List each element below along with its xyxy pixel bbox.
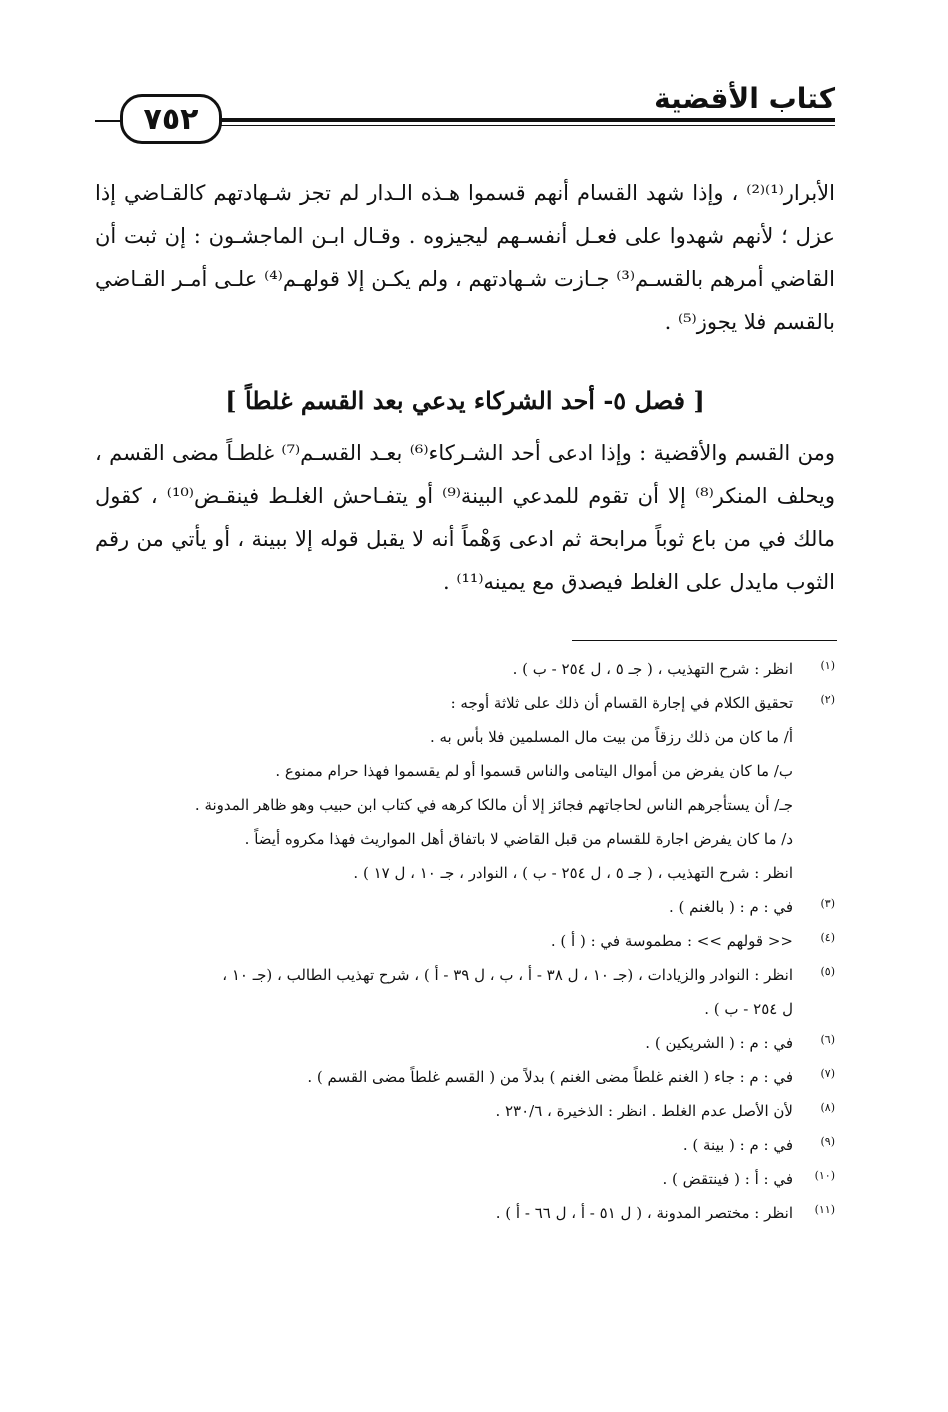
footnote-text: في : م : جاء ( الغنم غلطاً مضى الغنم ) بدلاً من ( القسم غلطاً مضى القسم ) . [307,1068,793,1086]
running-title: كتاب الأقضية [654,82,835,115]
footnote-number: (٥) [820,965,835,978]
footnote-5 [90,958,835,992]
footnote-number: (٧) [820,1067,835,1080]
page-number: ٧٥٢ [120,94,222,144]
footnote-number: (٩) [820,1135,835,1148]
footnotes [90,652,835,1230]
footnote-separator [572,640,837,641]
footnote-text: << قولهم >> : مطموسة في : ( أ ) . [550,932,793,950]
footnote-7 [90,1060,835,1094]
footnote-text: في : م : ( بالغنم ) . [669,898,793,916]
footnote-2 [90,686,835,890]
footnote-text: في : أ : ( فينتقض ) . [662,1170,793,1188]
footnote-number: (٨) [820,1101,835,1114]
footnote-4 [90,924,835,958]
footnote-number: (٣) [820,897,835,910]
header-rule [205,118,835,126]
footnote-text: د/ ما كان يفرض اجارة للقسام من قبل القاضي لا باتفاق أهل المواريث فهذا مكروه أيضاً . [244,830,793,848]
footnote-number: (٢) [820,693,835,706]
footnote-number: (٤) [820,931,835,944]
footnote-text: في : م : ( الشريكين ) . [645,1034,793,1052]
section-heading: [ فصل ٥- أحد الشركاء يدعي بعد القسم غلطاً ] [225,386,705,415]
footnote-8 [90,1094,835,1128]
page-header [95,80,835,160]
footnote-text: انظر : شرح التهذيب ، ( جـ ٥ ، ل ٢٥٤ - ب ) . [512,660,793,678]
footnote-text: انظر : مختصر المدونة ، ( ل ٥١ - أ ، ل ٦٦ - أ ) . [495,1204,793,1222]
footnote-text: تحقيق الكلام في إجارة القسام أن ذلك على ثلاثة أوجه : [450,694,793,712]
footnote-text: ب/ ما كان يفرض من أموال اليتامى والناس قسموا أو لم يقسموا فهذا حرام ممنوع . [275,762,793,780]
footnote-text: لأن الأصل عدم الغلط . انظر : الذخيرة ، ٢٣٠/٦ . [495,1102,793,1120]
footnote-9 [90,1128,835,1162]
footnote-1 [90,652,835,686]
main-text [95,172,835,344]
footnote-text: انظر : النوادر والزيادات ، (جـ ١٠ ، ل ٣٨ - أ ، ب ، ل ٣٩ - أ ) ، شرح تهذيب الطالب ، (جـ ١٠ ، [222,966,793,984]
footnote-text: جـ/ أن يستأجرهم الناس لحاجاتهم فجائز إلا أن مالكا كرهه في كتاب ابن حبيب وهو ظاهر المدونة . [194,796,793,814]
footnote-number: (١١) [814,1203,835,1216]
section-text [95,432,835,604]
footnote-text: في : م : ( بينة ) . [682,1136,793,1154]
main-paragraph: الأبرار⁽¹⁾⁽²⁾ ، وإذا شهد القسام أنهم قسموا هـذه الـدار لم تجز شـهادتهم كالقـاضي إذا عزل ؛ لأنهم شهدوا على فعـل أنفسـهم ليجيزوه . وقـال ابـن الماجشـون : إن ثبت أن القاضي أمرهم بالقسـم⁽³⁾ جـازت شـهادتهم ، ولم يكـن إلا قولهـم⁽⁴⁾ علـى أمـر القـاضي بالقسم فلا يجوز⁽⁵⁾ . [95,181,835,334]
footnote-number: (١) [820,659,835,672]
footnote-10 [90,1162,835,1196]
footnote-number: (٦) [820,1033,835,1046]
footnote-5-continuation: ل ٢٥٤ - ب ) . [704,1000,793,1018]
footnote-6 [90,1026,835,1060]
footnote-text: انظر : شرح التهذيب ، ( جـ ٥ ، ل ٢٥٤ - ب ) ، النوادر ، جـ ١٠ ، ل ١٧ ) . [353,864,793,882]
footnote-3 [90,890,835,924]
footnote-number: (١٠) [814,1169,835,1182]
footnote-text: أ/ ما كان من ذلك رزقاً من بيت مال المسلمين فلا بأس به . [429,728,793,746]
footnote-11 [90,1196,835,1230]
section-paragraph: ومن القسم والأقضية : وإذا ادعى أحد الشـركاء⁽⁶⁾ بعـد القسـم⁽⁷⁾ غلطـاً مضى القسم ، ويحلف المنكر⁽⁸⁾ إلا أن تقوم للمدعي البينة⁽⁹⁾ أو يتفـاحش الغلـط فينقـض⁽¹⁰⁾ ، كقول مالك في من باع ثوباً مرابحة ثم ادعى وَهْماً أنه لا يقبل قوله إلا ببينة ، أو يأتي من رقم الثوب مايدل على الغلط فيصدق مع يمينه⁽¹¹⁾ . [95,441,836,594]
